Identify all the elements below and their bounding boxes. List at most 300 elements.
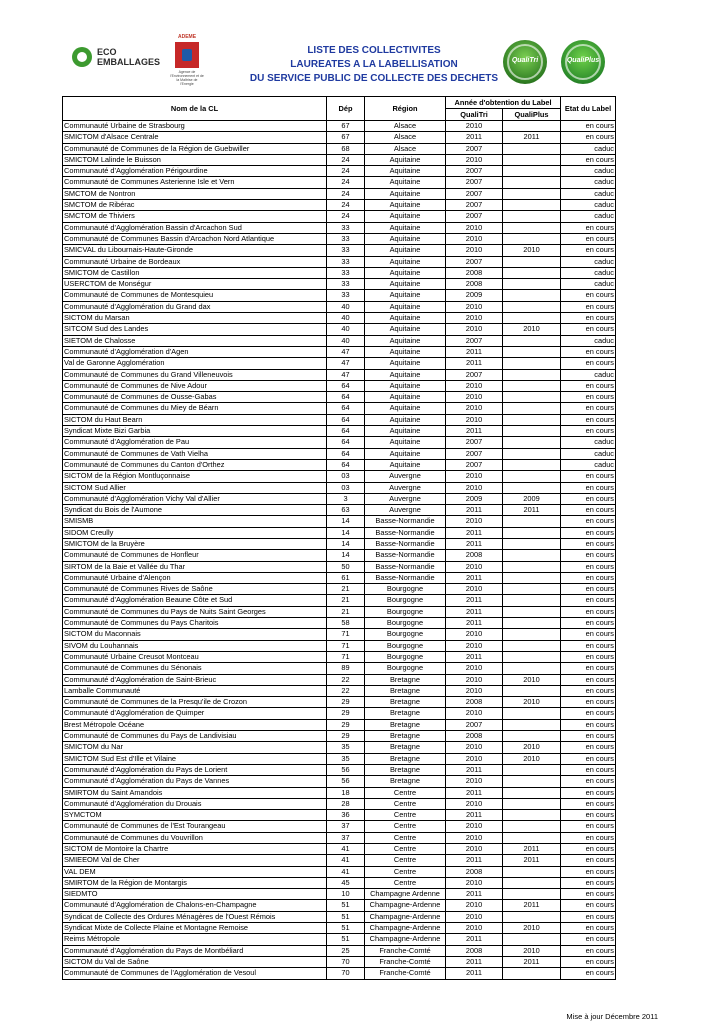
cell-nom: SICTOM du Maconnais xyxy=(63,629,327,640)
cell-region: Centre xyxy=(365,787,446,798)
table-row xyxy=(63,584,616,595)
cell-nom: Communauté d'Agglomération Bassin d'Arcachon Sud xyxy=(63,222,327,233)
cell-etat: en cours xyxy=(561,877,616,888)
cell-qualitri: 2010 xyxy=(446,380,503,391)
cell-region: Alsace xyxy=(365,121,446,132)
cell-region: Franche-Comté xyxy=(365,945,446,956)
cell-etat: en cours xyxy=(561,358,616,369)
cell-qualitri: 2010 xyxy=(446,301,503,312)
table-row xyxy=(63,392,616,403)
table-row xyxy=(63,256,616,267)
table-row xyxy=(63,923,616,934)
cell-region: Centre xyxy=(365,832,446,843)
cell-region: Auvergne xyxy=(365,471,446,482)
cell-qualitri: 2010 xyxy=(446,154,503,165)
cell-nom: Communauté Urbaine de Strasbourg xyxy=(63,121,327,132)
cell-nom: SMIEEOM Val de Cher xyxy=(63,855,327,866)
cell-nom: SMICVAL du Libournais-Haute-Gironde xyxy=(63,245,327,256)
table-row xyxy=(63,346,616,357)
cell-region: Aquitaine xyxy=(365,346,446,357)
cell-dep: 03 xyxy=(327,471,365,482)
cell-qualitri: 2010 xyxy=(446,742,503,753)
cell-dep: 71 xyxy=(327,640,365,651)
table-row xyxy=(63,572,616,583)
cell-qualitri: 2010 xyxy=(446,798,503,809)
cell-dep: 24 xyxy=(327,200,365,211)
cell-region: Aquitaine xyxy=(365,177,446,188)
cell-qualiplus: 2010 xyxy=(503,674,561,685)
cell-dep: 64 xyxy=(327,392,365,403)
cell-nom: Communauté d'Agglomération du Drouais xyxy=(63,798,327,809)
cell-region: Basse-Normandie xyxy=(365,538,446,549)
table-row xyxy=(63,471,616,482)
cell-etat: en cours xyxy=(561,923,616,934)
cell-etat: en cours xyxy=(561,618,616,629)
cell-region: Aquitaine xyxy=(365,437,446,448)
cell-nom: SIRTOM de la Baie et Vallée du Thar xyxy=(63,561,327,572)
table-row xyxy=(63,222,616,233)
cell-qualitri: 2007 xyxy=(446,335,503,346)
cell-region: Aquitaine xyxy=(365,358,446,369)
cell-qualiplus xyxy=(503,606,561,617)
cell-etat: en cours xyxy=(561,482,616,493)
cell-nom: Communauté de Communes du Canton d'Orthez xyxy=(63,459,327,470)
table-row xyxy=(63,877,616,888)
cell-nom: Communauté de Communes de la Presqu'ile de Crozon xyxy=(63,697,327,708)
eco-logo-line2: EMBALLAGES xyxy=(97,57,160,67)
cell-etat: en cours xyxy=(561,233,616,244)
cell-etat: en cours xyxy=(561,810,616,821)
cell-qualiplus xyxy=(503,188,561,199)
table-row xyxy=(63,776,616,787)
table-row xyxy=(63,934,616,945)
cell-nom: Communauté de Communes de Montesquieu xyxy=(63,290,327,301)
table-row xyxy=(63,301,616,312)
cell-dep: 89 xyxy=(327,663,365,674)
cell-dep: 64 xyxy=(327,403,365,414)
cell-etat: en cours xyxy=(561,346,616,357)
cell-region: Bourgogne xyxy=(365,618,446,629)
cell-dep: 33 xyxy=(327,290,365,301)
cell-region: Bretagne xyxy=(365,764,446,775)
cell-qualitri: 2010 xyxy=(446,663,503,674)
table-row xyxy=(63,956,616,967)
cell-dep: 51 xyxy=(327,911,365,922)
cell-dep: 58 xyxy=(327,618,365,629)
cell-dep: 25 xyxy=(327,945,365,956)
cell-nom: Communauté de Communes de Vath Vielha xyxy=(63,448,327,459)
cell-qualiplus xyxy=(503,211,561,222)
cell-etat: en cours xyxy=(561,685,616,696)
cell-qualiplus xyxy=(503,866,561,877)
cell-region: Aquitaine xyxy=(365,256,446,267)
cell-etat: en cours xyxy=(561,572,616,583)
cell-region: Centre xyxy=(365,855,446,866)
table-row xyxy=(63,143,616,154)
cell-nom: SMICTOM Sud Est d'Ille et Vilaine xyxy=(63,753,327,764)
cell-qualiplus xyxy=(503,663,561,674)
cell-nom: Syndicat Mixte Bizi Garbia xyxy=(63,426,327,437)
table-row xyxy=(63,437,616,448)
cell-region: Aquitaine xyxy=(365,313,446,324)
table-row xyxy=(63,211,616,222)
table-row xyxy=(63,855,616,866)
cell-qualitri: 2010 xyxy=(446,832,503,843)
cell-etat: en cours xyxy=(561,889,616,900)
cell-region: Bretagne xyxy=(365,685,446,696)
cell-qualiplus xyxy=(503,832,561,843)
table-row xyxy=(63,651,616,662)
table-row xyxy=(63,335,616,346)
cell-qualitri: 2011 xyxy=(446,855,503,866)
cell-dep: 51 xyxy=(327,923,365,934)
cell-qualiplus xyxy=(503,968,561,979)
cell-qualitri: 2007 xyxy=(446,369,503,380)
table-row xyxy=(63,697,616,708)
table-row xyxy=(63,618,616,629)
cell-nom: SIEDMTO xyxy=(63,889,327,900)
cell-region: Bourgogne xyxy=(365,606,446,617)
table-body xyxy=(63,121,616,980)
cell-dep: 24 xyxy=(327,177,365,188)
cell-qualiplus xyxy=(503,154,561,165)
cell-qualitri: 2011 xyxy=(446,426,503,437)
cell-qualiplus xyxy=(503,403,561,414)
cell-region: Aquitaine xyxy=(365,166,446,177)
table-row xyxy=(63,685,616,696)
cell-qualitri: 2010 xyxy=(446,245,503,256)
cell-qualitri: 2008 xyxy=(446,866,503,877)
cell-qualitri: 2007 xyxy=(446,188,503,199)
cell-etat: en cours xyxy=(561,584,616,595)
cell-region: Basse-Normandie xyxy=(365,561,446,572)
cell-etat: en cours xyxy=(561,753,616,764)
cell-qualiplus xyxy=(503,719,561,730)
table-row xyxy=(63,188,616,199)
cell-region: Bretagne xyxy=(365,697,446,708)
ademe-name: ADEME xyxy=(177,34,197,40)
cell-etat: en cours xyxy=(561,968,616,979)
cell-qualiplus: 2009 xyxy=(503,493,561,504)
cell-qualiplus xyxy=(503,392,561,403)
cell-etat: caduc xyxy=(561,256,616,267)
cell-qualiplus xyxy=(503,471,561,482)
cell-etat: en cours xyxy=(561,742,616,753)
cell-qualiplus xyxy=(503,889,561,900)
cell-qualitri: 2010 xyxy=(446,685,503,696)
cell-nom: USERCTOM de Monségur xyxy=(63,279,327,290)
cell-qualitri: 2008 xyxy=(446,945,503,956)
cell-nom: Communauté d'Agglomération du Pays de Lorient xyxy=(63,764,327,775)
cell-dep: 22 xyxy=(327,685,365,696)
cell-nom: SITCOM Sud des Landes xyxy=(63,324,327,335)
cell-dep: 21 xyxy=(327,606,365,617)
cell-nom: SMIRTOM de la Région de Montargis xyxy=(63,877,327,888)
header-qualiplus: QualiPlus xyxy=(503,109,561,121)
cell-qualitri: 2010 xyxy=(446,313,503,324)
cell-nom: Communauté Urbaine Creusot Montceau xyxy=(63,651,327,662)
cell-etat: en cours xyxy=(561,697,616,708)
cell-etat: caduc xyxy=(561,437,616,448)
table-row xyxy=(63,448,616,459)
cell-region: Aquitaine xyxy=(365,324,446,335)
cell-dep: 41 xyxy=(327,855,365,866)
cell-dep: 56 xyxy=(327,764,365,775)
cell-qualitri: 2008 xyxy=(446,279,503,290)
cell-etat: caduc xyxy=(561,267,616,278)
cell-nom: SICTOM de la Région Montluçonnaise xyxy=(63,471,327,482)
cell-qualiplus xyxy=(503,177,561,188)
table-row xyxy=(63,132,616,143)
cell-qualiplus xyxy=(503,459,561,470)
cell-qualiplus xyxy=(503,426,561,437)
cell-qualiplus xyxy=(503,414,561,425)
cell-qualitri: 2011 xyxy=(446,606,503,617)
cell-qualiplus xyxy=(503,527,561,538)
cell-qualitri: 2010 xyxy=(446,414,503,425)
cell-etat: en cours xyxy=(561,538,616,549)
table-row xyxy=(63,719,616,730)
cell-region: Bourgogne xyxy=(365,663,446,674)
cell-qualitri: 2011 xyxy=(446,968,503,979)
cell-region: Aquitaine xyxy=(365,267,446,278)
cell-qualitri: 2010 xyxy=(446,923,503,934)
table-row xyxy=(63,414,616,425)
table-row xyxy=(63,708,616,719)
table-row xyxy=(63,764,616,775)
cell-region: Auvergne xyxy=(365,493,446,504)
cell-qualitri: 2008 xyxy=(446,731,503,742)
cell-dep: 47 xyxy=(327,346,365,357)
cell-qualiplus xyxy=(503,651,561,662)
cell-qualiplus xyxy=(503,731,561,742)
cell-dep: 67 xyxy=(327,132,365,143)
table-row xyxy=(63,911,616,922)
table-row xyxy=(63,505,616,516)
cell-dep: 22 xyxy=(327,674,365,685)
cell-nom: Communauté de Communes de Honfleur xyxy=(63,550,327,561)
qualiplus-badge-icon xyxy=(561,40,605,84)
cell-etat: en cours xyxy=(561,844,616,855)
cell-region: Franche-Comté xyxy=(365,968,446,979)
cell-qualiplus xyxy=(503,200,561,211)
table-row xyxy=(63,527,616,538)
cell-dep: 47 xyxy=(327,358,365,369)
header-region: Région xyxy=(365,97,446,121)
cell-region: Alsace xyxy=(365,143,446,154)
cell-etat: en cours xyxy=(561,674,616,685)
cell-etat: en cours xyxy=(561,934,616,945)
cell-qualiplus xyxy=(503,708,561,719)
table-row xyxy=(63,369,616,380)
cell-nom: Communauté d'Agglomération de Pau xyxy=(63,437,327,448)
cell-region: Bretagne xyxy=(365,708,446,719)
cell-qualiplus xyxy=(503,798,561,809)
table-row xyxy=(63,358,616,369)
cell-dep: 14 xyxy=(327,527,365,538)
cell-dep: 68 xyxy=(327,143,365,154)
cell-etat: en cours xyxy=(561,245,616,256)
cell-etat: en cours xyxy=(561,606,616,617)
cell-nom: Communauté de Communes Asterienne Isle et Vern xyxy=(63,177,327,188)
cell-region: Bretagne xyxy=(365,753,446,764)
cell-dep: 18 xyxy=(327,787,365,798)
table-row xyxy=(63,550,616,561)
cell-region: Auvergne xyxy=(365,482,446,493)
cell-dep: 29 xyxy=(327,731,365,742)
eco-logo-line1: ECO xyxy=(97,47,117,57)
cell-qualiplus xyxy=(503,595,561,606)
cell-qualiplus xyxy=(503,380,561,391)
cell-qualiplus: 2010 xyxy=(503,945,561,956)
cell-dep: 29 xyxy=(327,708,365,719)
table-row xyxy=(63,968,616,979)
cell-nom: Communauté de Communes de la Région de Guebwiller xyxy=(63,143,327,154)
cell-nom: SIDOM Creully xyxy=(63,527,327,538)
cell-dep: 61 xyxy=(327,572,365,583)
cell-etat: caduc xyxy=(561,188,616,199)
cell-qualitri: 2011 xyxy=(446,538,503,549)
cell-etat: en cours xyxy=(561,911,616,922)
table-row xyxy=(63,742,616,753)
cell-region: Aquitaine xyxy=(365,154,446,165)
cell-qualiplus xyxy=(503,121,561,132)
cell-dep: 29 xyxy=(327,719,365,730)
cell-region: Auvergne xyxy=(365,505,446,516)
cell-qualitri: 2008 xyxy=(446,697,503,708)
table-row xyxy=(63,945,616,956)
cell-dep: 24 xyxy=(327,211,365,222)
cell-etat: caduc xyxy=(561,335,616,346)
cell-qualiplus xyxy=(503,301,561,312)
cell-dep: 35 xyxy=(327,742,365,753)
cell-etat: caduc xyxy=(561,177,616,188)
cell-nom: SIETOM de Chalosse xyxy=(63,335,327,346)
cell-nom: SMICTOM de la Bruyère xyxy=(63,538,327,549)
cell-region: Aquitaine xyxy=(365,211,446,222)
cell-region: Franche-Comté xyxy=(365,956,446,967)
cell-etat: caduc xyxy=(561,448,616,459)
cell-qualiplus xyxy=(503,437,561,448)
cell-qualiplus xyxy=(503,934,561,945)
cell-qualitri: 2010 xyxy=(446,516,503,527)
cell-qualiplus xyxy=(503,143,561,154)
cell-region: Basse-Normandie xyxy=(365,572,446,583)
table-row xyxy=(63,832,616,843)
cell-etat: caduc xyxy=(561,279,616,290)
cell-dep: 33 xyxy=(327,267,365,278)
cell-dep: 64 xyxy=(327,459,365,470)
table-row xyxy=(63,290,616,301)
title-line-1: LISTE DES COLLECTIVITES xyxy=(307,45,441,56)
cell-nom: Communauté d'Agglomération de Quimper xyxy=(63,708,327,719)
qualiplus-badge-label: QualiPlus xyxy=(566,57,600,64)
cell-region: Centre xyxy=(365,877,446,888)
cell-dep: 35 xyxy=(327,753,365,764)
cell-qualitri: 2007 xyxy=(446,211,503,222)
cell-region: Champagne-Ardenne xyxy=(365,923,446,934)
cell-etat: en cours xyxy=(561,505,616,516)
header-qualitri: QualiTri xyxy=(446,109,503,121)
table-row xyxy=(63,380,616,391)
cell-region: Basse-Normandie xyxy=(365,516,446,527)
cell-etat: en cours xyxy=(561,719,616,730)
cell-dep: 64 xyxy=(327,426,365,437)
table-row xyxy=(63,821,616,832)
cell-dep: 33 xyxy=(327,279,365,290)
cell-dep: 21 xyxy=(327,584,365,595)
cell-etat: en cours xyxy=(561,855,616,866)
table-row xyxy=(63,798,616,809)
cell-qualitri: 2010 xyxy=(446,877,503,888)
cell-qualitri: 2010 xyxy=(446,844,503,855)
cell-etat: en cours xyxy=(561,550,616,561)
cell-region: Champagne-Ardenne xyxy=(365,911,446,922)
cell-etat: en cours xyxy=(561,414,616,425)
cell-nom: Communauté de Communes de l'Est Tourangeau xyxy=(63,821,327,832)
cell-region: Aquitaine xyxy=(365,426,446,437)
cell-region: Aquitaine xyxy=(365,188,446,199)
cell-qualiplus xyxy=(503,313,561,324)
cell-region: Aquitaine xyxy=(365,279,446,290)
cell-qualiplus xyxy=(503,640,561,651)
cell-etat: en cours xyxy=(561,290,616,301)
cell-qualiplus: 2010 xyxy=(503,753,561,764)
cell-etat: en cours xyxy=(561,222,616,233)
cell-qualitri: 2011 xyxy=(446,505,503,516)
cell-nom: SMICTOM d'Alsace Centrale xyxy=(63,132,327,143)
cell-etat: en cours xyxy=(561,764,616,775)
table-row xyxy=(63,279,616,290)
cell-qualitri: 2011 xyxy=(446,527,503,538)
cell-region: Champagne-Ardenne xyxy=(365,934,446,945)
cell-nom: SICTOM du Val de Saône xyxy=(63,956,327,967)
cell-qualiplus xyxy=(503,787,561,798)
cell-qualitri: 2011 xyxy=(446,595,503,606)
cell-qualiplus xyxy=(503,572,561,583)
cell-qualitri: 2011 xyxy=(446,618,503,629)
cell-qualitri: 2010 xyxy=(446,561,503,572)
cell-qualiplus xyxy=(503,256,561,267)
cell-dep: 33 xyxy=(327,245,365,256)
cell-nom: Communauté de Communes du Pays de Nuits Saint Georges xyxy=(63,606,327,617)
cell-nom: Communauté d'Agglomération du Pays de Vannes xyxy=(63,776,327,787)
cell-qualiplus xyxy=(503,550,561,561)
cell-qualiplus xyxy=(503,222,561,233)
cell-etat: en cours xyxy=(561,493,616,504)
cell-qualiplus: 2011 xyxy=(503,900,561,911)
cell-qualiplus xyxy=(503,358,561,369)
eco-leaf-icon xyxy=(72,47,92,67)
cell-qualiplus xyxy=(503,346,561,357)
cell-qualiplus xyxy=(503,369,561,380)
cell-etat: en cours xyxy=(561,787,616,798)
cell-region: Centre xyxy=(365,844,446,855)
table-row xyxy=(63,121,616,132)
cell-etat: caduc xyxy=(561,211,616,222)
cell-nom: VAL DEM xyxy=(63,866,327,877)
cell-nom: Communauté d'Agglomération de Saint-Brieuc xyxy=(63,674,327,685)
cell-nom: Communauté d'Agglomération du Grand dax xyxy=(63,301,327,312)
cell-nom: Communauté d'Agglomération Beaune Côte et Sud xyxy=(63,595,327,606)
cell-nom: SICTOM du Marsan xyxy=(63,313,327,324)
cell-qualitri: 2010 xyxy=(446,776,503,787)
cell-nom: SICTOM Sud Allier xyxy=(63,482,327,493)
cell-qualiplus xyxy=(503,877,561,888)
cell-etat: caduc xyxy=(561,166,616,177)
cell-region: Centre xyxy=(365,810,446,821)
cell-qualiplus xyxy=(503,618,561,629)
